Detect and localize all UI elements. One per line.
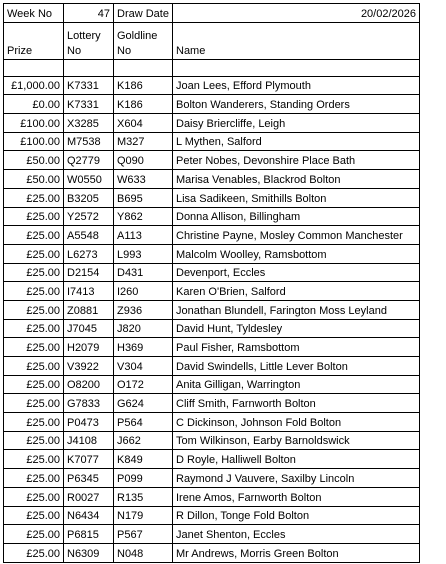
prize-cell: £25.00: [4, 543, 64, 562]
goldline-no-cell: Y862: [114, 207, 173, 226]
goldline-no-cell: A113: [114, 226, 173, 245]
table-row: [4, 431, 420, 450]
lottery-no-cell: P6815: [64, 525, 114, 544]
goldline-no-cell: N048: [114, 543, 173, 562]
col-header-name: [173, 22, 420, 59]
prize-cell: £25.00: [4, 431, 64, 450]
winner-name-cell: C Dickinson, Johnson Fold Bolton: [173, 413, 420, 432]
lottery-no-cell: V3922: [64, 357, 114, 376]
prize-cell: £25.00: [4, 506, 64, 525]
col-header-prize-text: Prize: [7, 44, 33, 57]
winner-name-cell: Irene Amos, Farnworth Bolton: [173, 487, 420, 506]
goldline-no-cell: D431: [114, 263, 173, 282]
lottery-no-cell: P6345: [64, 469, 114, 488]
header-row-columns: [4, 22, 420, 59]
week-label: Week No: [4, 4, 64, 23]
goldline-no-cell: J820: [114, 319, 173, 338]
goldline-no-cell: Q090: [114, 151, 173, 170]
prize-cell: £50.00: [4, 170, 64, 189]
col-header-lottery: [64, 22, 114, 59]
goldline-no-cell: P564: [114, 413, 173, 432]
winner-name-cell: Bolton Wanderers, Standing Orders: [173, 95, 420, 114]
winner-name-cell: D Royle, Halliwell Bolton: [173, 450, 420, 469]
prize-cell: £25.00: [4, 357, 64, 376]
prize-cell: £25.00: [4, 525, 64, 544]
lottery-no-cell: O8200: [64, 375, 114, 394]
table-row: [4, 487, 420, 506]
blank-cell: [173, 59, 420, 76]
table-row: [4, 375, 420, 394]
table-row: [4, 95, 420, 114]
table-row: [4, 300, 420, 319]
col-header-goldline-line2: No: [117, 44, 132, 57]
table-row: [4, 338, 420, 357]
col-header-name-text: Name: [176, 44, 206, 57]
draw-date-value: 20/02/2026: [173, 4, 420, 23]
winner-name-cell: Devenport, Eccles: [173, 263, 420, 282]
draw-date-label: Draw Date: [114, 4, 173, 23]
prize-cell: £25.00: [4, 338, 64, 357]
lottery-no-cell: A5548: [64, 226, 114, 245]
winner-name-cell: L Mythen, Salford: [173, 132, 420, 151]
lottery-no-cell: I7413: [64, 282, 114, 301]
blank-row: [4, 59, 420, 76]
lottery-no-cell: P0473: [64, 413, 114, 432]
table-row: [4, 263, 420, 282]
goldline-no-cell: G624: [114, 394, 173, 413]
table-row: [4, 170, 420, 189]
lottery-no-cell: K7077: [64, 450, 114, 469]
lottery-no-cell: B3205: [64, 188, 114, 207]
goldline-no-cell: R135: [114, 487, 173, 506]
winner-name-cell: Lisa Sadikeen, Smithills Bolton: [173, 188, 420, 207]
week-value: 47: [64, 4, 114, 23]
prize-cell: £25.00: [4, 375, 64, 394]
winner-name-cell: Cliff Smith, Farnworth Bolton: [173, 394, 420, 413]
winner-name-cell: Joan Lees, Efford Plymouth: [173, 76, 420, 95]
table-row: [4, 132, 420, 151]
winner-name-cell: Peter Nobes, Devonshire Place Bath: [173, 151, 420, 170]
winner-name-cell: Malcolm Woolley, Ramsbottom: [173, 244, 420, 263]
winner-name-cell: Paul Fisher, Ramsbottom: [173, 338, 420, 357]
winner-name-cell: David Hunt, Tyldesley: [173, 319, 420, 338]
results-table: [3, 3, 420, 563]
lottery-no-cell: J4108: [64, 431, 114, 450]
goldline-no-cell: K186: [114, 76, 173, 95]
winner-name-cell: Daisy Briercliffe, Leigh: [173, 114, 420, 133]
prize-cell: £25.00: [4, 244, 64, 263]
winner-name-cell: R Dillon, Tonge Fold Bolton: [173, 506, 420, 525]
table-row: [4, 76, 420, 95]
goldline-no-cell: X604: [114, 114, 173, 133]
table-row: [4, 188, 420, 207]
prize-cell: £25.00: [4, 413, 64, 432]
table-row: [4, 244, 420, 263]
lottery-no-cell: Y2572: [64, 207, 114, 226]
table-row: [4, 282, 420, 301]
lottery-no-cell: N6434: [64, 506, 114, 525]
lottery-no-cell: Z0881: [64, 300, 114, 319]
blank-cell: [4, 59, 64, 76]
table-row: [4, 151, 420, 170]
table-row: [4, 319, 420, 338]
winner-name-cell: Janet Shenton, Eccles: [173, 525, 420, 544]
table-row: [4, 207, 420, 226]
table-row: [4, 450, 420, 469]
goldline-no-cell: B695: [114, 188, 173, 207]
prize-cell: £25.00: [4, 282, 64, 301]
winner-name-cell: Christine Payne, Mosley Common Manchester: [173, 226, 420, 245]
goldline-no-cell: J662: [114, 431, 173, 450]
prize-cell: £25.00: [4, 188, 64, 207]
prize-cell: £50.00: [4, 151, 64, 170]
blank-cell: [64, 59, 114, 76]
prize-cell: £100.00: [4, 114, 64, 133]
table-row: [4, 525, 420, 544]
winner-name-cell: Tom Wilkinson, Earby Barnoldswick: [173, 431, 420, 450]
table-row: [4, 469, 420, 488]
winner-name-cell: Jonathan Blundell, Farington Moss Leyland: [173, 300, 420, 319]
results-sheet: [3, 3, 420, 563]
lottery-no-cell: J7045: [64, 319, 114, 338]
table-row: [4, 394, 420, 413]
table-row: [4, 114, 420, 133]
prize-cell: £25.00: [4, 226, 64, 245]
goldline-no-cell: N179: [114, 506, 173, 525]
lottery-no-cell: K7331: [64, 95, 114, 114]
col-header-goldline-line1: Goldline: [117, 29, 158, 42]
goldline-no-cell: H369: [114, 338, 173, 357]
goldline-no-cell: V304: [114, 357, 173, 376]
prize-cell: £25.00: [4, 263, 64, 282]
prize-cell: £100.00: [4, 132, 64, 151]
col-header-lottery-line2: No: [67, 44, 82, 57]
winner-name-cell: Marisa Venables, Blackrod Bolton: [173, 170, 420, 189]
table-row: [4, 413, 420, 432]
winner-name-cell: Donna Allison, Billingham: [173, 207, 420, 226]
blank-cell: [114, 59, 173, 76]
lottery-no-cell: G7833: [64, 394, 114, 413]
goldline-no-cell: I260: [114, 282, 173, 301]
lottery-no-cell: X3285: [64, 114, 114, 133]
goldline-no-cell: W633: [114, 170, 173, 189]
prize-cell: £25.00: [4, 394, 64, 413]
goldline-no-cell: K186: [114, 95, 173, 114]
goldline-no-cell: P099: [114, 469, 173, 488]
goldline-no-cell: L993: [114, 244, 173, 263]
prize-cell: £25.00: [4, 319, 64, 338]
winner-name-cell: Anita Gilligan, Warrington: [173, 375, 420, 394]
table-row: [4, 543, 420, 562]
lottery-no-cell: M7538: [64, 132, 114, 151]
lottery-no-cell: N6309: [64, 543, 114, 562]
prize-cell: £25.00: [4, 207, 64, 226]
prize-cell: £25.00: [4, 487, 64, 506]
goldline-no-cell: O172: [114, 375, 173, 394]
prize-cell: £1,000.00: [4, 76, 64, 95]
lottery-no-cell: H2079: [64, 338, 114, 357]
goldline-no-cell: P567: [114, 525, 173, 544]
prize-cell: £0.00: [4, 95, 64, 114]
winner-name-cell: Raymond J Vauvere, Saxilby Lincoln: [173, 469, 420, 488]
col-header-prize: [4, 22, 64, 59]
table-row: [4, 357, 420, 376]
table-row: [4, 226, 420, 245]
lottery-no-cell: K7331: [64, 76, 114, 95]
goldline-no-cell: M327: [114, 132, 173, 151]
header-row-week: [4, 4, 420, 23]
goldline-no-cell: Z936: [114, 300, 173, 319]
prize-cell: £25.00: [4, 300, 64, 319]
lottery-no-cell: R0027: [64, 487, 114, 506]
prize-cell: £25.00: [4, 469, 64, 488]
col-header-goldline: [114, 22, 173, 59]
winner-name-cell: David Swindells, Little Lever Bolton: [173, 357, 420, 376]
col-header-lottery-line1: Lottery: [67, 29, 101, 42]
winner-name-cell: Karen O'Brien, Salford: [173, 282, 420, 301]
goldline-no-cell: K849: [114, 450, 173, 469]
lottery-no-cell: W0550: [64, 170, 114, 189]
winner-name-cell: Mr Andrews, Morris Green Bolton: [173, 543, 420, 562]
lottery-no-cell: L6273: [64, 244, 114, 263]
lottery-no-cell: D2154: [64, 263, 114, 282]
prize-cell: £25.00: [4, 450, 64, 469]
lottery-no-cell: Q2779: [64, 151, 114, 170]
table-row: [4, 506, 420, 525]
